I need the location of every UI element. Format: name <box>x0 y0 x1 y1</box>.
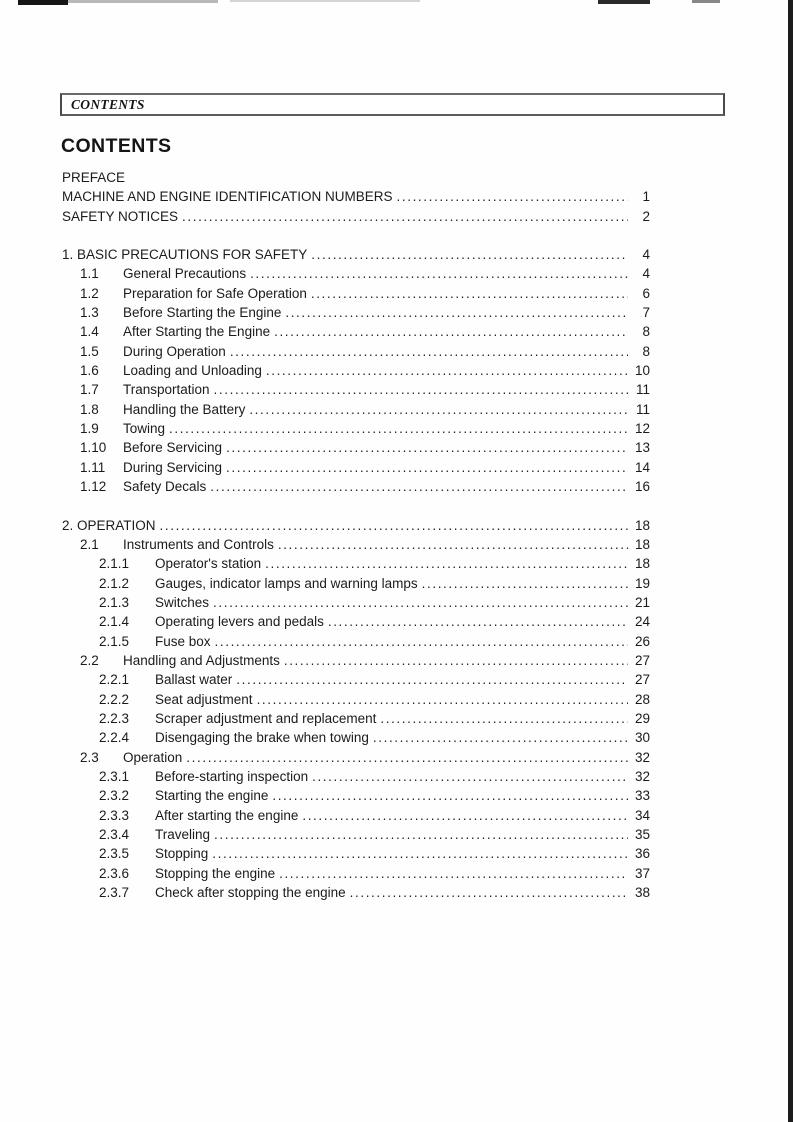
toc-entry-number: 2.2.2 <box>99 691 130 707</box>
toc-entry-number: 2.1.4 <box>99 614 130 630</box>
toc-leader-dots <box>278 535 628 554</box>
toc-entry-number: 1.3 <box>80 305 99 321</box>
toc-entry-title: Starting the engine <box>155 788 269 804</box>
toc-entry-number: 2.1 <box>80 536 99 552</box>
toc-leader-dots <box>226 458 628 477</box>
toc-entry-number: 2.2.1 <box>99 672 130 688</box>
toc-entry-title: OPERATION <box>77 517 156 533</box>
toc-leader-dots <box>312 767 628 786</box>
toc-entry <box>62 825 650 844</box>
toc-entry-page: 8 <box>642 324 650 340</box>
toc-entry-title: Disengaging the brake when towing <box>155 730 369 746</box>
toc-entry <box>62 400 650 419</box>
toc-leader-dots <box>274 322 628 341</box>
toc-entry-page: 28 <box>634 691 650 707</box>
toc-leader-dots <box>213 593 628 612</box>
toc-leader-dots <box>311 245 628 264</box>
scan-edge-bar <box>788 0 793 1122</box>
toc-leader-dots <box>422 574 628 593</box>
toc-entry <box>62 535 650 554</box>
toc-entry-number: 1.10 <box>80 440 107 456</box>
toc-entry-title: BASIC PRECAUTIONS FOR SAFETY <box>77 247 308 263</box>
toc-entry <box>62 477 650 496</box>
toc-entry-title: Instruments and Controls <box>123 536 274 552</box>
toc-entry <box>62 574 650 593</box>
toc-entry-number: 1.2 <box>80 285 99 301</box>
toc-leader-dots <box>236 670 628 689</box>
toc-entry-number: 2.3.1 <box>99 768 130 784</box>
toc-leader-dots <box>182 207 628 226</box>
toc-entry-number: 1.5 <box>80 343 99 359</box>
header-box-label: CONTENTS <box>71 97 145 112</box>
toc-entry <box>62 168 650 187</box>
toc-entry-page: 18 <box>634 556 650 572</box>
toc-entry-title: Fuse box <box>155 633 211 649</box>
toc-entry-number: 2.3 <box>80 749 99 765</box>
toc-leader-dots <box>279 864 628 883</box>
toc-entry-title: Traveling <box>155 827 211 842</box>
toc-entry-number: 1. <box>62 247 74 263</box>
toc-entry <box>62 593 650 612</box>
page-header-box <box>60 93 725 116</box>
toc-entry-page: 1 <box>642 189 650 205</box>
toc-entry-title: Before-starting inspection <box>155 768 309 784</box>
toc-leader-dots <box>285 303 628 322</box>
toc-entry <box>62 864 650 883</box>
toc-entry-number: 1.7 <box>80 382 99 398</box>
toc-entry <box>62 690 650 709</box>
toc-entry-page: 35 <box>634 827 650 842</box>
toc-entry-number: 2.3.3 <box>99 807 130 823</box>
toc-entry-page: 24 <box>634 614 650 630</box>
toc-entry <box>62 806 650 825</box>
toc-entry-number: 1.12 <box>80 479 107 495</box>
toc-entry-title: SAFETY NOTICES <box>62 208 179 224</box>
toc-entry <box>62 361 650 380</box>
toc-entry-page: 34 <box>634 807 650 823</box>
toc-entry-page: 14 <box>634 459 650 475</box>
toc-entry-title: Switches <box>155 594 210 610</box>
toc-entry <box>62 767 650 786</box>
toc-entry-page: 6 <box>642 285 650 301</box>
toc-entry-title: Handling and Adjustments <box>123 652 280 668</box>
toc-entry-title: Seat adjustment <box>155 691 253 707</box>
toc-entry-number: 2.3.6 <box>99 865 130 881</box>
toc-entry-page: 37 <box>634 865 650 881</box>
toc-entry-title: Stopping <box>155 846 209 862</box>
toc-entry <box>62 303 650 322</box>
scan-artifact-top-2 <box>68 0 218 3</box>
toc-entry-number: 2.2 <box>80 652 99 668</box>
toc-entry-page: 8 <box>642 343 650 359</box>
scan-artifact-top-4 <box>598 0 650 4</box>
toc-entry <box>62 748 650 767</box>
toc-leader-dots <box>214 380 628 399</box>
toc-leader-dots <box>210 477 628 496</box>
toc-leader-dots <box>397 187 628 206</box>
toc-entry <box>62 883 650 902</box>
toc-entry-page: 16 <box>634 479 650 495</box>
toc-entry-page: 29 <box>634 710 650 726</box>
toc-entry <box>62 458 650 477</box>
toc-entry-number: 2.1.2 <box>99 575 130 591</box>
toc-entry-title: Before Starting the Engine <box>123 305 282 321</box>
toc-leader-dots <box>373 728 628 747</box>
toc-entry-title: Scraper adjustment and replacement <box>155 710 377 726</box>
toc-entry-title: Stopping the engine <box>155 865 276 881</box>
toc-entry-number: 1.4 <box>80 324 99 340</box>
toc-entry-title: Preparation for Safe Operation <box>123 285 307 301</box>
toc-leader-dots <box>169 419 628 438</box>
toc-entry-page: 7 <box>642 305 650 321</box>
toc-entry-title: After starting the engine <box>155 807 299 823</box>
page-title: CONTENTS <box>61 135 172 157</box>
toc-entry <box>62 612 650 631</box>
toc-entry-number: 2.1.5 <box>99 633 130 649</box>
toc-leader-dots <box>380 709 628 728</box>
toc-entry-number: 2.1.1 <box>99 556 130 572</box>
toc-leader-dots <box>302 806 628 825</box>
toc-entry <box>62 438 650 457</box>
toc-entry-page: 33 <box>634 788 650 804</box>
toc-entry-page: 12 <box>634 421 650 437</box>
toc-entry-page: 18 <box>634 517 650 533</box>
toc-entry-title: General Precautions <box>123 266 247 282</box>
toc-entry-number: 2.2.4 <box>99 730 130 746</box>
toc-entry-title: Safety Decals <box>123 479 207 495</box>
toc-leader-dots <box>186 748 628 767</box>
toc-entry <box>62 651 650 670</box>
toc-leader-dots <box>215 632 628 651</box>
toc-entry-page: 32 <box>634 749 650 765</box>
toc-entry-number: 2.1.3 <box>99 594 130 610</box>
toc-entry <box>62 419 650 438</box>
toc-entry <box>62 380 650 399</box>
toc-entry-page: 10 <box>634 363 650 379</box>
toc-entry-page: 38 <box>634 885 650 901</box>
toc-leader-dots <box>266 361 628 380</box>
toc-leader-dots <box>160 516 628 535</box>
toc-entry-number: 2.3.7 <box>99 885 130 901</box>
toc-entry <box>62 728 650 747</box>
toc-entry-number: 1.1 <box>80 266 99 282</box>
toc-entry-number: 2.3.5 <box>99 846 130 862</box>
toc-entry-title: MACHINE AND ENGINE IDENTIFICATION NUMBERS <box>62 189 393 205</box>
toc-entry-number: 2. <box>62 517 74 533</box>
toc-entry-title: Towing <box>123 421 166 437</box>
toc-entry-page: 18 <box>634 536 650 552</box>
toc-entry <box>62 632 650 651</box>
toc-leader-dots <box>350 883 628 902</box>
toc-entry <box>62 207 650 226</box>
toc-section <box>62 516 650 903</box>
toc-entry <box>62 245 650 264</box>
toc-entry-page: 11 <box>635 382 650 398</box>
toc-entry-title: Before Servicing <box>123 440 223 456</box>
toc-section <box>62 168 650 226</box>
toc-leader-dots <box>214 825 628 844</box>
toc <box>62 168 650 902</box>
toc-entry-page: 13 <box>634 440 650 456</box>
toc-entry-title: Operator's station <box>155 556 262 572</box>
toc-leader-dots <box>257 690 628 709</box>
toc-entry <box>62 284 650 303</box>
scan-artifact-top-1 <box>18 0 68 5</box>
toc-entry-title: Gauges, indicator lamps and warning lamps <box>155 575 418 591</box>
toc-leader-dots <box>249 400 628 419</box>
toc-leader-dots <box>226 438 628 457</box>
toc-entry-page: 21 <box>634 594 650 610</box>
toc-leader-dots <box>284 651 628 670</box>
toc-entry-number: 1.9 <box>80 421 99 437</box>
toc-entry-title: During Servicing <box>123 459 223 475</box>
toc-entry <box>62 554 650 573</box>
toc-entry-page: 4 <box>642 247 650 263</box>
toc-leader-dots <box>272 786 628 805</box>
toc-entry-number: 1.11 <box>80 459 106 475</box>
toc-entry <box>62 516 650 535</box>
toc-leader-dots <box>212 844 628 863</box>
toc-entry-page: 19 <box>634 575 650 591</box>
toc-entry <box>62 786 650 805</box>
toc-entry-title: Handling the Battery <box>123 401 246 417</box>
toc-entry-title: Operating levers and pedals <box>155 614 324 630</box>
toc-entry-page: 30 <box>634 730 650 746</box>
toc-leader-dots <box>265 554 628 573</box>
toc-entry <box>62 709 650 728</box>
toc-entry-title: Ballast water <box>155 672 233 688</box>
toc-leader-dots <box>311 284 628 303</box>
toc-entry <box>62 844 650 863</box>
toc-entry-number: 1.8 <box>80 401 99 417</box>
toc-entry-page: 32 <box>634 768 650 784</box>
toc-entry-number: 2.2.3 <box>99 710 130 726</box>
toc-entry-number: 2.3.4 <box>99 827 130 842</box>
toc-leader-dots <box>328 612 628 631</box>
toc-entry <box>62 342 650 361</box>
scan-artifact-top-5 <box>692 0 720 3</box>
toc-entry-title: PREFACE <box>62 170 126 185</box>
toc-entry-title: During Operation <box>123 343 226 359</box>
toc-entry-title: After Starting the Engine <box>123 324 271 340</box>
toc-entry-page: 11 <box>635 401 650 417</box>
toc-entry <box>62 264 650 283</box>
toc-entry-title: Loading and Unloading <box>123 363 262 379</box>
toc-entry-page: 27 <box>634 652 650 668</box>
toc-entry-page: 27 <box>634 672 650 688</box>
toc-entry-page: 26 <box>634 633 650 649</box>
toc-entry-title: Transportation <box>123 382 210 398</box>
toc-section <box>62 245 650 496</box>
toc-entry-page: 36 <box>634 846 650 862</box>
toc-entry-number: 2.3.2 <box>99 788 130 804</box>
toc-entry-title: Operation <box>123 749 183 765</box>
toc-leader-dots <box>230 342 628 361</box>
scan-artifact-top-3 <box>230 0 420 2</box>
toc-entry-number: 1.6 <box>80 363 99 379</box>
toc-leader-dots <box>250 264 628 283</box>
toc-entry <box>62 187 650 206</box>
toc-entry-page: 2 <box>642 208 650 224</box>
toc-entry <box>62 670 650 689</box>
toc-entry-page: 4 <box>642 266 650 282</box>
toc-entry-title: Check after stopping the engine <box>155 885 346 901</box>
toc-entry <box>62 322 650 341</box>
